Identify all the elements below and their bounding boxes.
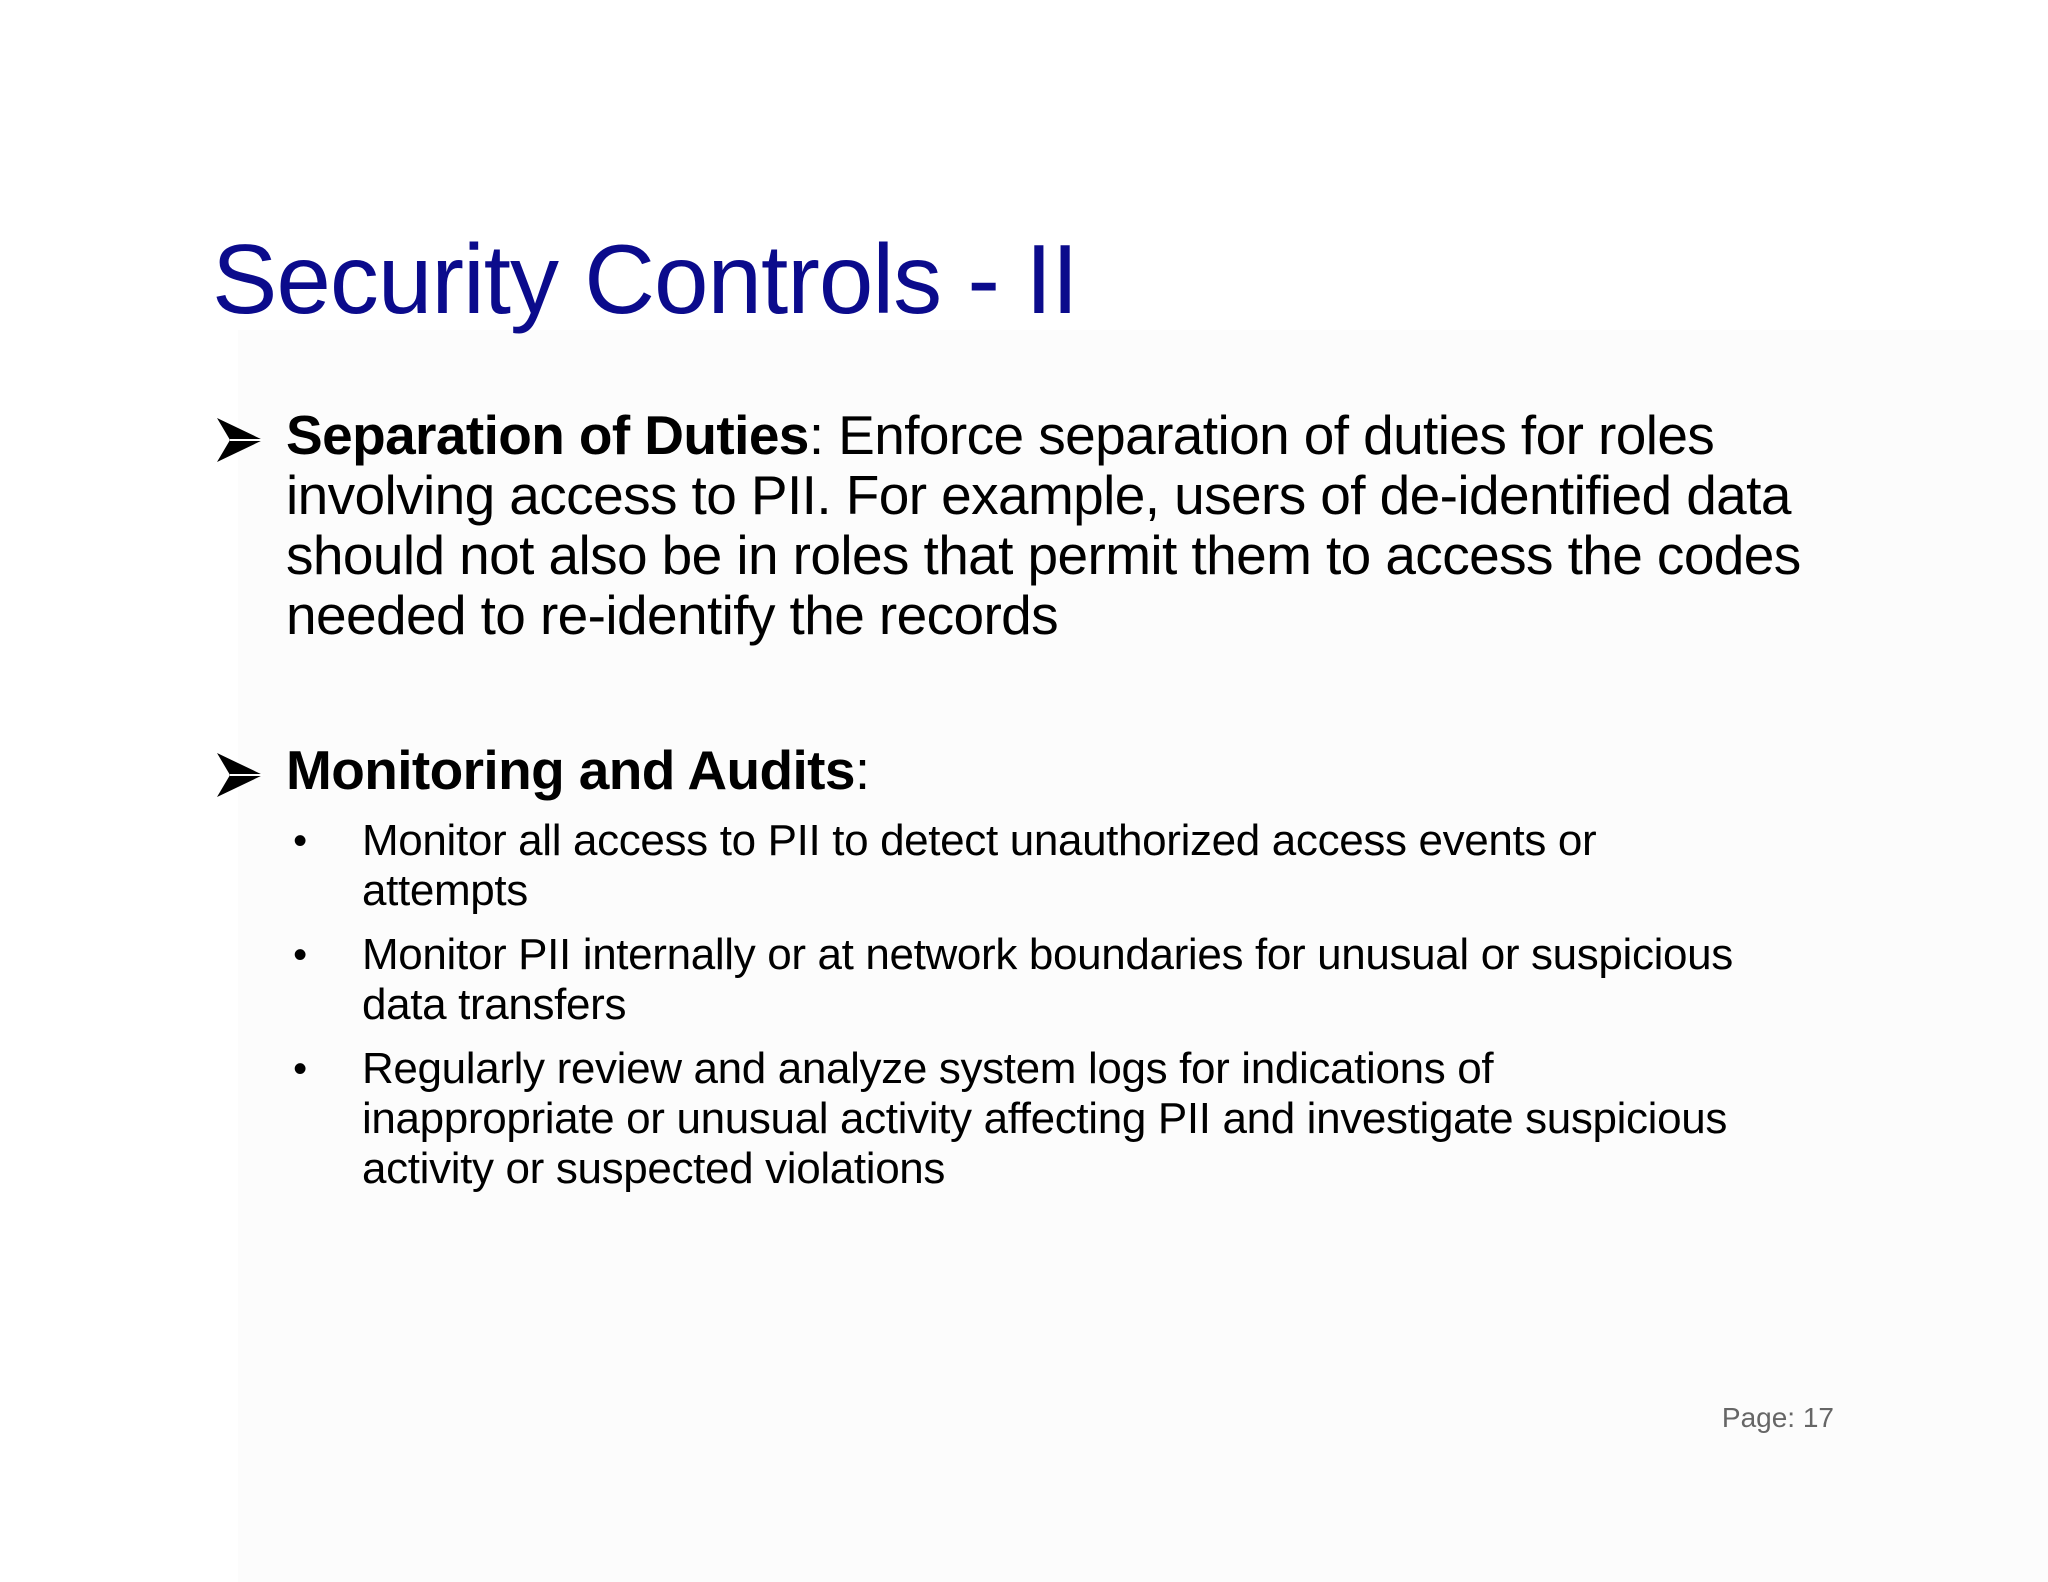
separation-of-duties-bullet <box>212 405 1832 645</box>
separation-of-duties-heading: Separation of Duties <box>286 404 809 466</box>
monitoring-and-audits-colon: : <box>854 739 870 801</box>
monitoring-and-audits-text <box>286 740 870 800</box>
monitoring-sub-item <box>285 1044 1740 1194</box>
right-arrowhead-icon <box>212 748 266 802</box>
monitoring-and-audits-heading: Monitoring and Audits <box>286 739 855 801</box>
monitoring-sub-item-text: Regularly review and analyze system logs for indications of inappropriate or unusual activity affecting PII and investigate suspicious activity or suspected violations <box>362 1044 1727 1193</box>
right-arrowhead-icon <box>212 413 266 467</box>
monitoring-and-audits-bullet <box>212 740 1112 802</box>
monitoring-sub-item <box>285 930 1740 1030</box>
monitoring-audit-sub-list <box>285 816 1740 1208</box>
monitoring-sub-item-text: Monitor all access to PII to detect unauthorized access events or attempts <box>362 816 1597 915</box>
sub-bullet-dot: • <box>293 819 307 863</box>
monitoring-sub-item-text: Monitor PII internally or at network boundaries for unusual or suspicious data transfers <box>362 930 1733 1029</box>
page-number: Page: 17 <box>1721 1402 1834 1433</box>
sub-bullet-dot: • <box>293 1047 307 1091</box>
separation-of-duties-description: Enforce separation of duties for roles involving access to PII. For example, users of de-identified data should not also be in roles that permit them to access the codes needed to re-identify the records <box>286 404 1801 646</box>
separation-of-duties-text <box>286 405 1826 645</box>
separation-of-duties-colon: : <box>808 404 824 466</box>
monitoring-sub-item <box>285 816 1740 916</box>
slide-title: Security Controls - II <box>212 224 1078 334</box>
sub-bullet-dot: • <box>293 933 307 977</box>
